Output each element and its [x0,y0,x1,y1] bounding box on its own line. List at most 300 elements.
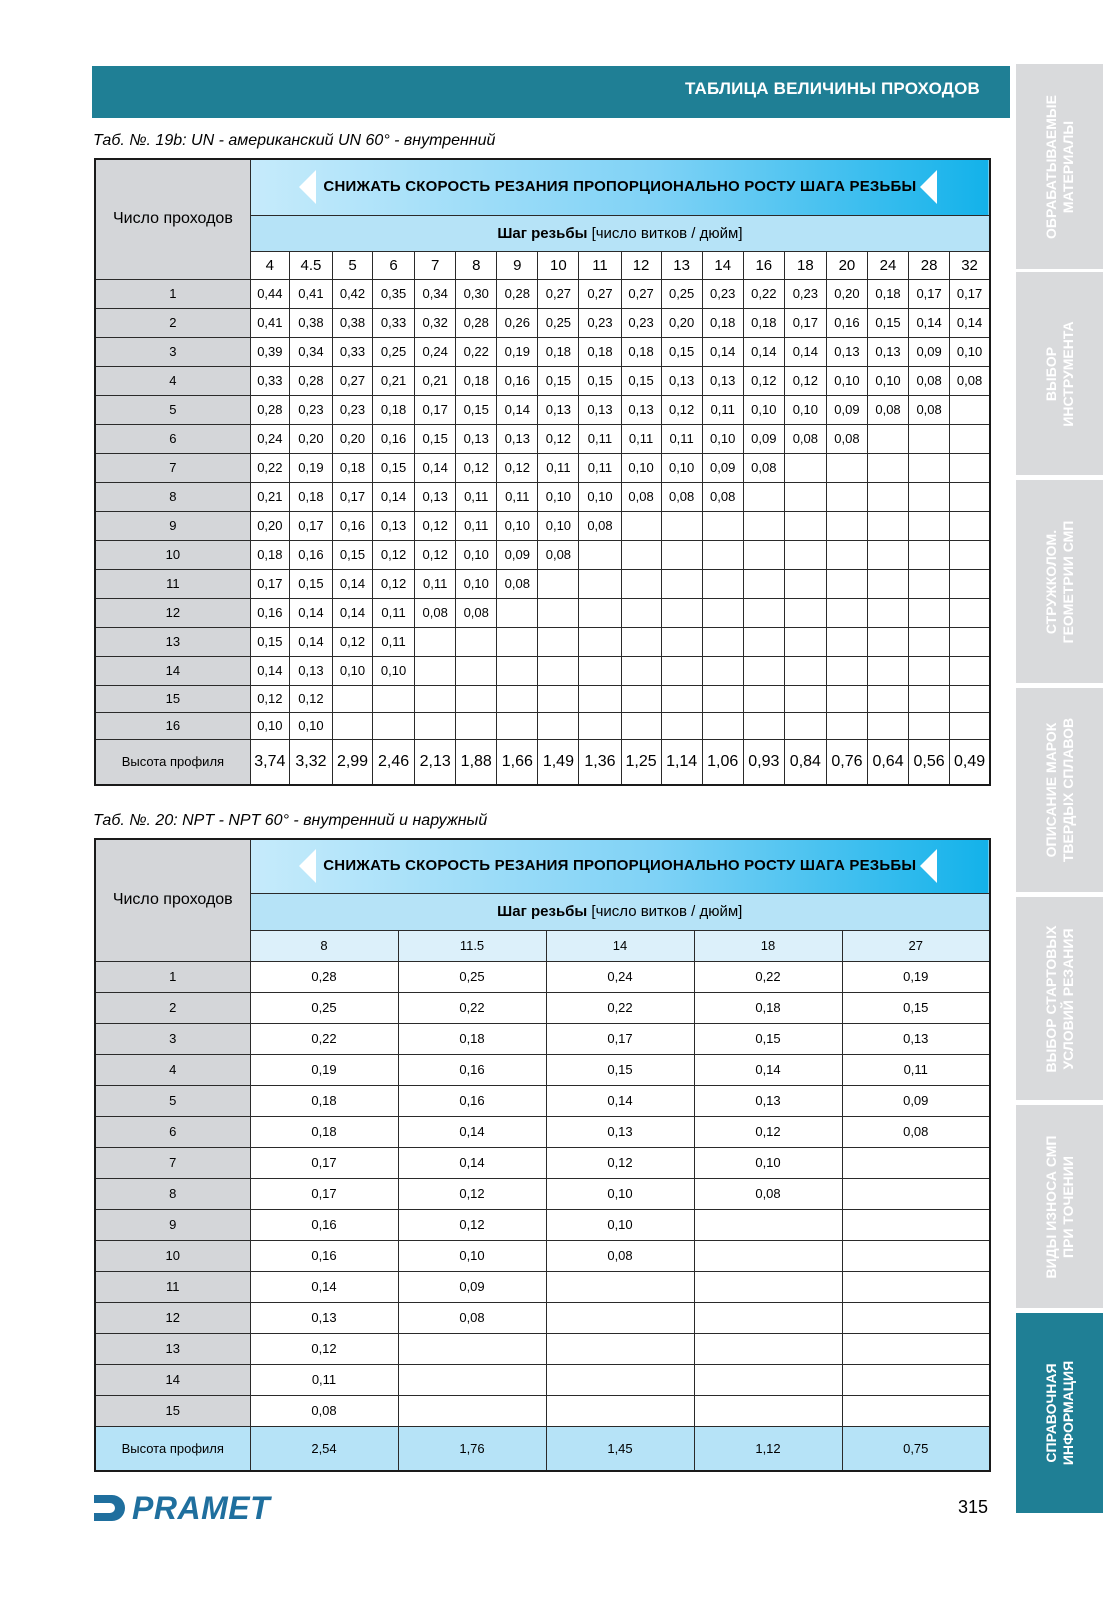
table-cell: 0,33 [250,366,289,395]
profile-height-value: 2,54 [250,1426,398,1471]
pass-number: 14 [95,1364,250,1395]
pass-number: 5 [95,1085,250,1116]
table-cell [661,511,702,540]
table-cell: 0,08 [538,540,579,569]
table-cell [743,685,784,712]
table-cell: 0,14 [332,569,372,598]
profile-height-value: 1,25 [621,739,661,785]
column-header: 6 [373,251,415,279]
table-cell [694,1209,842,1240]
table-cell [661,598,702,627]
table-cell: 0,41 [289,279,332,308]
table-cell: 0,15 [579,366,621,395]
table-cell: 0,18 [867,279,908,308]
table-cell: 0,12 [538,424,579,453]
table-cell [694,1302,842,1333]
table2-subheader [250,893,990,930]
table-cell [784,511,826,540]
table1-banner [250,159,990,215]
profile-height-value: 1,12 [694,1426,842,1471]
table-cell: 0,10 [332,656,372,685]
table-cell [950,627,990,656]
table-cell: 0,15 [332,540,372,569]
table-row [95,482,990,511]
table-row [95,540,990,569]
table-cell: 0,14 [950,308,990,337]
table-cell: 0,32 [415,308,456,337]
table-cell: 0,08 [456,598,497,627]
table-cell [661,569,702,598]
table-cell: 0,11 [497,482,538,511]
table-cell [950,569,990,598]
npt-pass-table [94,838,991,1472]
table-cell: 0,08 [784,424,826,453]
table-row [95,366,990,395]
table-cell [661,540,702,569]
side-tab-2[interactable] [1016,272,1103,475]
logo-text: PRAMET [132,1489,271,1526]
table-cell [950,482,990,511]
table-cell [950,395,990,424]
table-cell: 0,10 [784,395,826,424]
table-cell [538,627,579,656]
table-cell: 0,08 [826,424,867,453]
table-cell: 0,13 [373,511,415,540]
table-row [95,685,990,712]
pass-number: 12 [95,1302,250,1333]
table-cell: 0,15 [842,992,990,1023]
table-cell: 0,20 [826,279,867,308]
table-cell: 0,10 [546,1178,694,1209]
table-cell [694,1395,842,1426]
profile-height-value: 1,88 [456,739,497,785]
table-cell: 0,08 [909,395,950,424]
table-cell: 0,17 [250,1178,398,1209]
table-cell: 0,11 [250,1364,398,1395]
table-cell [826,712,867,739]
table2-subheader-rest: [число витков / дюйм] [587,903,743,920]
profile-height-value: 1,06 [702,739,743,785]
table-cell [579,712,621,739]
table-cell [784,685,826,712]
table-cell: 0,18 [456,366,497,395]
table-cell: 0,12 [694,1116,842,1147]
table-cell: 0,15 [661,337,702,366]
side-tab-label: ОПИСАНИЕ МАРОК ТВЕРДЫХ СПЛАВОВ [1042,717,1076,863]
table-cell [538,685,579,712]
column-header: 24 [867,251,908,279]
table-cell [842,1395,990,1426]
column-header: 11.5 [398,930,546,961]
table-cell: 0,18 [373,395,415,424]
table-cell [579,656,621,685]
pass-number: 11 [95,569,250,598]
table-cell: 0,10 [373,656,415,685]
table-cell: 0,18 [289,482,332,511]
profile-height-row [95,1426,990,1471]
table-cell: 0,19 [842,961,990,992]
side-tab-4[interactable] [1016,688,1103,892]
table-cell: 0,25 [250,992,398,1023]
table-cell: 0,17 [250,569,289,598]
table-cell: 0,10 [743,395,784,424]
column-header: 10 [538,251,579,279]
table-cell [621,598,661,627]
table-cell: 0,10 [621,453,661,482]
table-cell [784,627,826,656]
side-tab-1[interactable] [1016,64,1103,269]
table-cell: 0,12 [332,627,372,656]
table-cell: 0,22 [546,992,694,1023]
pass-number: 3 [95,337,250,366]
table-cell [784,598,826,627]
table-cell: 0,23 [332,395,372,424]
page-title: ТАБЛИЦА ВЕЛИЧИНЫ ПРОХОДОВ [685,79,980,98]
table-cell [842,1302,990,1333]
table-cell: 0,08 [497,569,538,598]
profile-height-value: 1,36 [579,739,621,785]
table-cell: 0,17 [546,1023,694,1054]
table-cell [909,482,950,511]
table-cell: 0,13 [250,1302,398,1333]
table-cell: 0,11 [661,424,702,453]
table-cell: 0,11 [538,453,579,482]
side-tab-7[interactable] [1016,1313,1103,1513]
un-pass-table [94,158,991,786]
pass-number: 15 [95,1395,250,1426]
table-cell: 0,33 [332,337,372,366]
table-cell [415,712,456,739]
table-cell: 0,20 [250,511,289,540]
table-cell: 0,08 [579,511,621,540]
table-row [95,961,990,992]
pass-number: 9 [95,511,250,540]
table-cell: 0,16 [398,1085,546,1116]
table-cell [702,598,743,627]
table2-subheader-bold: Шаг резьбы [497,903,588,920]
pass-number: 2 [95,992,250,1023]
table-cell: 0,09 [497,540,538,569]
arrow-left-icon [920,170,937,204]
pass-number: 11 [95,1271,250,1302]
table-cell: 0,23 [289,395,332,424]
side-tab-6[interactable] [1016,1105,1103,1308]
table1-corner-label: Число проходов [95,159,250,279]
pass-number: 14 [95,656,250,685]
profile-height-value: 0,49 [950,739,990,785]
table-cell: 0,15 [373,453,415,482]
pramet-logo-icon [92,1493,126,1523]
table-cell: 0,21 [415,366,456,395]
table-cell: 0,20 [289,424,332,453]
table-cell: 0,09 [909,337,950,366]
pass-number: 9 [95,1209,250,1240]
table-cell [950,656,990,685]
table-cell [867,569,908,598]
table1-subheader-rest: [число витков / дюйм] [587,224,743,242]
table-cell: 0,11 [579,424,621,453]
table-cell: 0,12 [784,366,826,395]
table-cell [702,540,743,569]
table-cell [538,712,579,739]
table-cell [909,712,950,739]
table-cell: 0,28 [250,961,398,992]
table-cell: 0,16 [332,511,372,540]
profile-height-value: 0,76 [826,739,867,785]
table1-banner-text: СНИЖАТЬ СКОРОСТЬ РЕЗАНИЯ ПРОПОРЦИОНАЛЬНО РОСТУ ШАГА РЕЗЬБЫ [323,178,917,196]
table-cell: 0,11 [373,598,415,627]
pass-number: 7 [95,1147,250,1178]
table-cell: 0,19 [497,337,538,366]
table-cell [546,1333,694,1364]
table-cell: 0,22 [250,1023,398,1054]
table-cell: 0,15 [694,1023,842,1054]
table-cell [826,598,867,627]
table-cell [415,685,456,712]
table-cell: 0,14 [909,308,950,337]
table-cell: 0,30 [456,279,497,308]
table-cell: 0,18 [250,1085,398,1116]
side-tab-label: СТРУЖКОЛОМ. ГЕОМЕТРИИ СМП [1042,520,1076,643]
table-cell: 0,13 [842,1023,990,1054]
table-cell [784,453,826,482]
table-cell [867,511,908,540]
table-row [95,395,990,424]
table-cell: 0,16 [497,366,538,395]
table-cell [621,656,661,685]
pass-number: 13 [95,1333,250,1364]
table-cell [694,1240,842,1271]
profile-height-value: 0,84 [784,739,826,785]
table-cell [415,656,456,685]
table-cell: 0,27 [332,366,372,395]
table-cell [694,1333,842,1364]
table-cell: 0,17 [950,279,990,308]
table-cell [842,1240,990,1271]
profile-height-value: 3,32 [289,739,332,785]
table-cell [950,453,990,482]
profile-height-value: 3,74 [250,739,289,785]
table-cell: 0,14 [415,453,456,482]
table-row [95,1147,990,1178]
pass-number: 6 [95,424,250,453]
table-cell: 0,09 [702,453,743,482]
table-cell: 0,09 [826,395,867,424]
column-header: 8 [456,251,497,279]
column-header: 13 [661,251,702,279]
table-cell [842,1209,990,1240]
table-cell [702,511,743,540]
pass-number: 2 [95,308,250,337]
profile-height-value: 1,76 [398,1426,546,1471]
table-cell [702,712,743,739]
column-header: 20 [826,251,867,279]
table-cell: 0,24 [415,337,456,366]
table-cell: 0,12 [373,569,415,598]
table-cell: 0,08 [743,453,784,482]
table-cell [909,598,950,627]
table-cell: 0,10 [702,424,743,453]
table-cell [621,511,661,540]
table-cell [909,424,950,453]
column-header: 4 [250,251,289,279]
pass-number: 8 [95,1178,250,1209]
table-cell [826,685,867,712]
table-cell [579,627,621,656]
table2-caption: Таб. №. 20: NPT - NPT 60° - внутренний и наружный [93,812,488,829]
page-number: 315 [958,1497,989,1517]
table-cell: 0,15 [538,366,579,395]
table-row [95,308,990,337]
table-cell: 0,26 [497,308,538,337]
table-cell [867,627,908,656]
table2-corner-label: Число проходов [95,839,250,961]
table-cell [867,598,908,627]
table-cell: 0,14 [784,337,826,366]
table-cell [497,685,538,712]
table-cell [621,712,661,739]
pass-number: 6 [95,1116,250,1147]
table-cell: 0,10 [579,482,621,511]
table-cell: 0,15 [621,366,661,395]
table-cell: 0,16 [398,1054,546,1085]
table-row [95,569,990,598]
table-cell: 0,18 [621,337,661,366]
table-cell [842,1333,990,1364]
table-cell: 0,14 [743,337,784,366]
table-cell [867,482,908,511]
column-header: 5 [332,251,372,279]
table-cell [950,712,990,739]
table-cell [694,1271,842,1302]
table-cell [909,627,950,656]
table-cell: 0,11 [456,511,497,540]
table-row [95,1023,990,1054]
table-cell: 0,10 [546,1209,694,1240]
table-cell [694,1364,842,1395]
table-row [95,1364,990,1395]
table-cell: 0,16 [289,540,332,569]
table-cell: 0,17 [909,279,950,308]
arrow-left-icon [920,849,937,883]
table-cell: 0,12 [546,1147,694,1178]
table-cell: 0,21 [250,482,289,511]
table-cell: 0,23 [784,279,826,308]
table-cell [842,1364,990,1395]
table-cell [784,712,826,739]
table-cell: 0,28 [456,308,497,337]
table-cell: 0,13 [546,1116,694,1147]
table-cell: 0,16 [373,424,415,453]
table-cell [950,511,990,540]
pass-number: 7 [95,453,250,482]
table-cell: 0,35 [373,279,415,308]
profile-height-value: 0,93 [743,739,784,785]
table-cell [497,712,538,739]
column-header: 14 [702,251,743,279]
table-cell: 0,16 [250,1209,398,1240]
table-cell [826,453,867,482]
table-row [95,1395,990,1426]
arrow-left-icon [299,849,316,883]
table-cell: 0,25 [538,308,579,337]
profile-height-value: 1,45 [546,1426,694,1471]
table-cell [867,540,908,569]
table-cell: 0,14 [398,1147,546,1178]
table-cell: 0,14 [398,1116,546,1147]
table-cell: 0,13 [289,656,332,685]
pass-number: 16 [95,712,250,739]
table-cell: 0,13 [579,395,621,424]
table-cell [950,540,990,569]
table-cell: 0,09 [398,1271,546,1302]
table-cell: 0,16 [826,308,867,337]
table-cell: 0,15 [867,308,908,337]
table-cell: 0,19 [250,1054,398,1085]
table-cell: 0,08 [398,1302,546,1333]
table-cell: 0,20 [332,424,372,453]
table-cell [702,627,743,656]
table-cell [743,540,784,569]
table-cell [621,685,661,712]
table-cell [546,1364,694,1395]
table-cell: 0,10 [497,511,538,540]
column-header: 8 [250,930,398,961]
table-cell [950,685,990,712]
table-cell: 0,27 [621,279,661,308]
side-tab-5[interactable] [1016,897,1103,1100]
table-cell: 0,42 [332,279,372,308]
table-cell: 0,08 [702,482,743,511]
table-cell: 0,41 [250,308,289,337]
table2-banner [250,839,990,893]
profile-height-value: 2,99 [332,739,372,785]
column-header: 12 [621,251,661,279]
table-cell [538,598,579,627]
table-cell: 0,25 [661,279,702,308]
table-cell: 0,17 [784,308,826,337]
table-row [95,279,990,308]
table-cell [621,569,661,598]
table-row [95,511,990,540]
table-cell [621,540,661,569]
table-cell: 0,13 [497,424,538,453]
profile-height-value: 0,56 [909,739,950,785]
table-cell: 0,12 [415,511,456,540]
table-cell: 0,08 [250,1395,398,1426]
table-cell: 0,10 [456,540,497,569]
table-row [95,424,990,453]
table-cell: 0,10 [867,366,908,395]
side-tab-3[interactable] [1016,480,1103,683]
pass-number: 10 [95,1240,250,1271]
table-cell [661,685,702,712]
table-cell: 0,14 [497,395,538,424]
table-cell [546,1302,694,1333]
table1-caption: Таб. №. 19b: UN - американский UN 60° - внутренний [93,132,496,149]
table-cell [456,656,497,685]
table-cell [826,511,867,540]
table-cell: 0,14 [250,656,289,685]
pass-number: 15 [95,685,250,712]
profile-height-value: 0,75 [842,1426,990,1471]
table-cell [579,540,621,569]
column-header: 16 [743,251,784,279]
table-cell: 0,24 [546,961,694,992]
side-tab-label: ВИДЫ ИЗНОСА СМП ПРИ ТОЧЕНИИ [1042,1135,1076,1278]
column-header: 18 [784,251,826,279]
side-tab-label: ВЫБОР СТАРТОВЫХ УСЛОВИЙ РЕЗАНИЯ [1042,925,1076,1072]
